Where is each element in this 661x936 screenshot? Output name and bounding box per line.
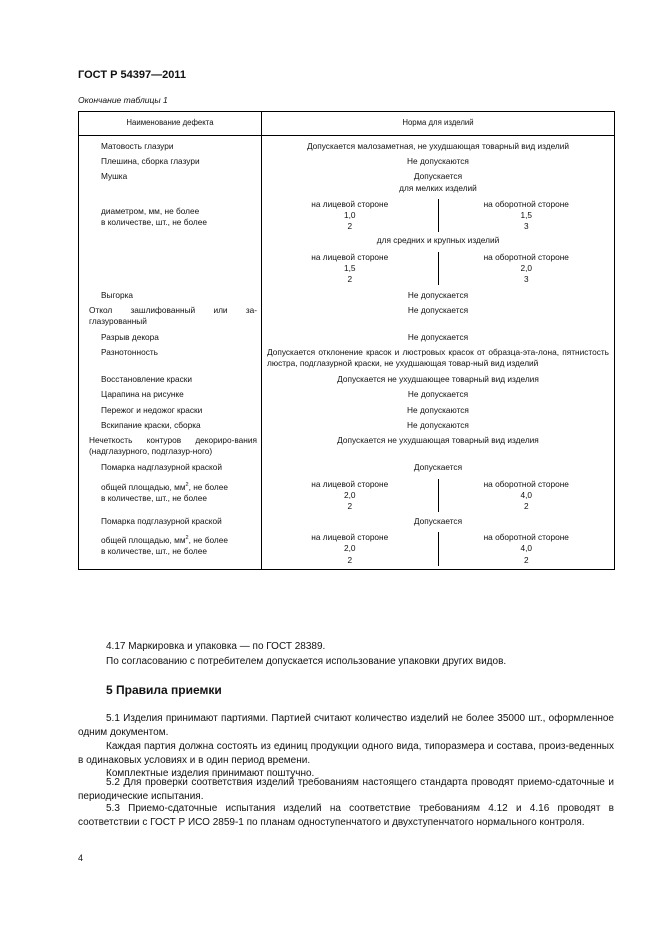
paragraph-4-17: 4.17 Маркировка и упаковка — по ГОСТ 28389. [106,641,326,652]
table-row: Царапина на рисунке Не допускается [79,385,615,400]
page-number: 4 [78,853,84,863]
column-header-defect: Наименование дефекта [79,112,262,136]
paragraph-5-1b: Каждая партия должна состоять из единиц продукции одного вида, типоразмера и состава, произ-веденных в одинаковых условиях и в один период времени. [78,741,614,766]
table-row: Нечеткость контуров декориро-вания (надглазурного, подглазур-ного) Допускается не ухудшающая товарный вид изделия [79,431,615,457]
column-header-norm: Норма для изделий [262,112,615,136]
table-caption: Окончание таблицы 1 [78,95,168,105]
paragraph-5-3: 5.3 Приемо-сдаточные испытания изделий на соответствие требованиям 4.12 и 4.16 проводят в соответствии с ГОСТ Р ИСО 2859-1 по планам одноступенчатого и двухступенчатого нормального контроля. [78,803,614,828]
paragraph-5-1: 5.1 Изделия принимают партиями. Партией считают количество изделий не более 35000 шт., оформленное одним документом. [78,713,614,738]
table-row: Пережог и недожог краски Не допускаются [79,401,615,416]
table-row: Разрыв декора Не допускается [79,328,615,343]
table-row: Выгорка Не допускается [79,285,615,301]
table-row: Восстановление краски Допускается не ухудшающее товарный вид изделия [79,369,615,385]
mushka-large-split: на лицевой стороне 1,5 2 на оборотной стороне 2,0 3 [262,252,614,286]
defect-table [78,111,615,570]
document-header: ГОСТ Р 54397—2011 [78,69,186,81]
table-row: Помарка подглазурной краской общей площадью, $мм^2$, не более в количестве, шт., не более Допускается на лицевой стороне 2,0 2 на оборотной стороне 4,0 2 [79,512,615,569]
table-row: Плешина, сборка глазури Не допускаются [79,152,615,167]
table-row: Матовость глазури Допускается малозаметная, не ухудшающая товарный вид изделий [79,136,615,153]
paragraph-5-2: 5.2 Для проверки соответствия изделий требованиям настоящего стандарта проводят приемо-сдаточные и периодические испытания. [78,777,614,802]
table-row: Мушка диаметром, мм, не более в количестве, шт., не более Допускается для мелких изделий на лицевой стороне 1,0 2 на оборотной стороне 1,5 3 для средних и крупных изделий на лицевой стороне 1,5 2 на оборотной стороне 2,0 3 [79,167,615,285]
paragraph-4-17b: По согласованию с потребителем допускается использование упаковки других видов. [106,656,507,667]
table-row: Откол зашлифованный или за-глазурованный Не допускается [79,301,615,327]
table-row: Вскипание краски, сборка Не допускаются [79,416,615,431]
table-row: Помарка надглазурной краской общей площадью, $мм^2$, не более в количестве, шт., не более Допускается на лицевой стороне 2,0 2 на оборотной стороне 4,0 2 [79,457,615,512]
mushka-small-split: на лицевой стороне 1,0 2 на оборотной стороне 1,5 3 [262,199,614,233]
section-heading: 5 Правила приемки [106,683,222,697]
table-row: Разнотонность Допускается отклонение красок и люстровых красок от образца-эта-лона, пятнистость люстра, подглазурной краски, не ухудшающая товар-ный вид изделий [79,343,615,369]
paragraph-5-1c: Комплектные изделия принимают поштучно. [106,768,315,779]
